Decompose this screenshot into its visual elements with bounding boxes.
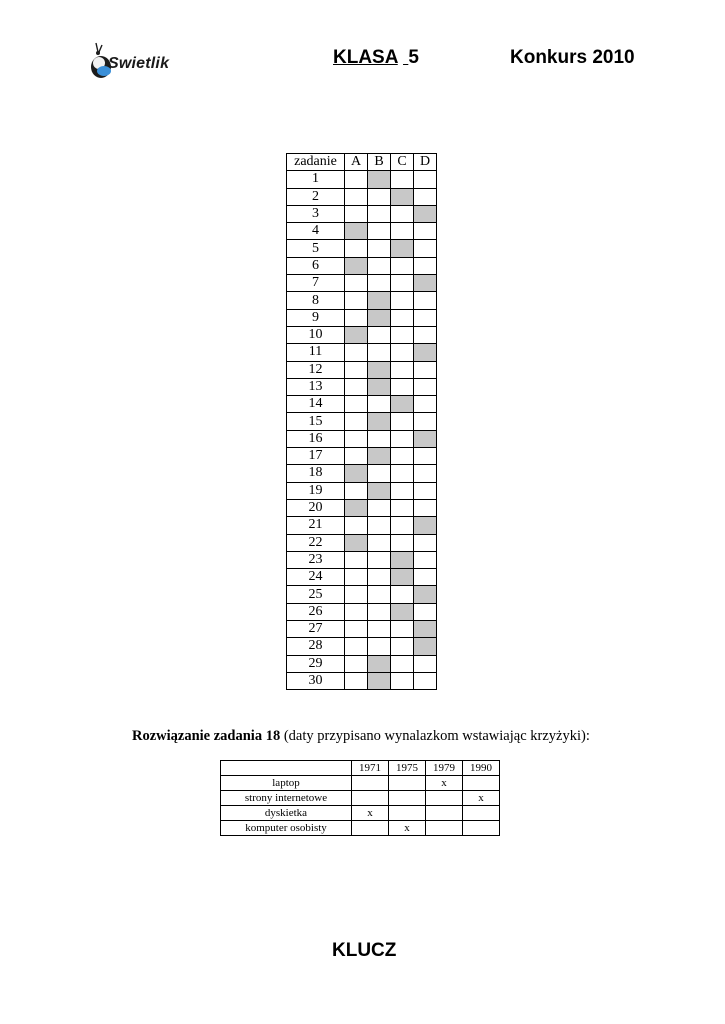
answer-cell-c (391, 292, 414, 309)
years-table-body (221, 776, 500, 836)
invention-label: dyskietka (221, 806, 352, 821)
answer-cell-a (345, 326, 368, 343)
years-row (221, 806, 500, 821)
answer-cell-a (345, 344, 368, 361)
years-header-1971: 1971 (352, 761, 389, 776)
answer-cell-b (368, 326, 391, 343)
answer-cell-b (368, 378, 391, 395)
answer-cell-a (345, 361, 368, 378)
answer-cell-a (345, 621, 368, 638)
answer-cell-d (414, 292, 437, 309)
answer-cell-c (391, 188, 414, 205)
answer-cell-d (414, 378, 437, 395)
answer-cell-c (391, 551, 414, 568)
answer-cell-c (391, 586, 414, 603)
year-mark-cell (426, 806, 463, 821)
answer-cell-c (391, 482, 414, 499)
year-mark-cell (426, 821, 463, 836)
task-number: 21 (287, 517, 345, 534)
answer-cell-d (414, 326, 437, 343)
answer-cell-b (368, 603, 391, 620)
answer-cell-a (345, 482, 368, 499)
task-number: 2 (287, 188, 345, 205)
answer-row (287, 275, 437, 292)
answer-cell-b (368, 396, 391, 413)
answer-cell-d (414, 309, 437, 326)
task-number: 28 (287, 638, 345, 655)
answer-cell-d (414, 586, 437, 603)
answer-cell-b (368, 465, 391, 482)
class-heading (333, 47, 419, 69)
answer-cell-a (345, 551, 368, 568)
answer-cell-a (345, 638, 368, 655)
answer-cell-c (391, 655, 414, 672)
years-row (221, 821, 500, 836)
answer-cell-b (368, 569, 391, 586)
answer-cell-a (345, 586, 368, 603)
answer-cell-c (391, 275, 414, 292)
column-header-a: A (345, 154, 368, 171)
answer-row (287, 361, 437, 378)
answer-row (287, 430, 437, 447)
answer-cell-d (414, 188, 437, 205)
answer-cell-d (414, 621, 437, 638)
answer-cell-a (345, 517, 368, 534)
answer-cell-d (414, 448, 437, 465)
task-number: 14 (287, 396, 345, 413)
answer-cell-a (345, 534, 368, 551)
task-number: 26 (287, 603, 345, 620)
answer-row (287, 534, 437, 551)
answer-cell-c (391, 378, 414, 395)
answer-cell-a (345, 448, 368, 465)
task-number: 7 (287, 275, 345, 292)
answer-row (287, 517, 437, 534)
contest-heading: Konkurs 2010 (510, 47, 635, 68)
answer-cell-d (414, 361, 437, 378)
task-number: 6 (287, 257, 345, 274)
task-number: 13 (287, 378, 345, 395)
answer-row (287, 465, 437, 482)
answer-cell-b (368, 257, 391, 274)
column-header-d: D (414, 154, 437, 171)
answer-row (287, 621, 437, 638)
task-number: 4 (287, 223, 345, 240)
year-mark-cell (389, 806, 426, 821)
invention-label: laptop (221, 776, 352, 791)
answer-row (287, 603, 437, 620)
answer-cell-a (345, 499, 368, 516)
answer-cell-c (391, 638, 414, 655)
year-mark-cell (352, 821, 389, 836)
answer-row (287, 448, 437, 465)
answer-cell-a (345, 378, 368, 395)
task-number: 11 (287, 344, 345, 361)
answer-cell-a (345, 413, 368, 430)
answer-row (287, 586, 437, 603)
answer-cell-d (414, 569, 437, 586)
answer-cell-c (391, 499, 414, 516)
logo-text: Swietlik (108, 55, 170, 72)
answer-cell-d (414, 257, 437, 274)
answer-cell-c (391, 344, 414, 361)
answer-cell-b (368, 448, 391, 465)
years-header-1990: 1990 (463, 761, 500, 776)
answer-cell-c (391, 448, 414, 465)
answer-cell-d (414, 344, 437, 361)
answer-cell-a (345, 655, 368, 672)
answer-cell-a (345, 292, 368, 309)
task-number: 19 (287, 482, 345, 499)
task-number: 9 (287, 309, 345, 326)
answer-cell-a (345, 223, 368, 240)
task-18-note-text: (daty przypisano wynalazkom wstawiając krzyżyki): (280, 728, 590, 744)
answer-cell-c (391, 621, 414, 638)
answer-cell-d (414, 638, 437, 655)
answer-row (287, 655, 437, 672)
class-number: 5 (408, 47, 419, 68)
answer-cell-a (345, 275, 368, 292)
answer-row (287, 257, 437, 274)
task-number: 16 (287, 430, 345, 447)
year-mark-cell: x (389, 821, 426, 836)
answer-cell-b (368, 309, 391, 326)
column-header-task: zadanie (287, 154, 345, 171)
task-number: 12 (287, 361, 345, 378)
answer-cell-b (368, 171, 391, 188)
task-number: 10 (287, 326, 345, 343)
answer-cell-b (368, 361, 391, 378)
answer-cell-a (345, 205, 368, 222)
answer-row (287, 396, 437, 413)
answer-row (287, 326, 437, 343)
task-number: 29 (287, 655, 345, 672)
year-mark-cell (463, 776, 500, 791)
column-header-b: B (368, 154, 391, 171)
answer-cell-b (368, 205, 391, 222)
answer-row (287, 292, 437, 309)
task-number: 3 (287, 205, 345, 222)
answer-cell-a (345, 396, 368, 413)
year-mark-cell (426, 791, 463, 806)
task-number: 8 (287, 292, 345, 309)
years-header-1979: 1979 (426, 761, 463, 776)
answer-row (287, 569, 437, 586)
answer-cell-a (345, 672, 368, 689)
answer-cell-c (391, 205, 414, 222)
answer-cell-d (414, 275, 437, 292)
answer-key-table (286, 153, 437, 690)
year-mark-cell (463, 806, 500, 821)
answer-row (287, 205, 437, 222)
answer-row (287, 551, 437, 568)
answer-cell-d (414, 465, 437, 482)
answer-row (287, 309, 437, 326)
class-label: KLASA (333, 47, 398, 68)
answer-row (287, 171, 437, 188)
answer-cell-a (345, 171, 368, 188)
answer-row (287, 240, 437, 257)
answer-cell-c (391, 396, 414, 413)
answer-cell-a (345, 430, 368, 447)
answer-cell-b (368, 517, 391, 534)
answer-cell-c (391, 413, 414, 430)
answer-cell-b (368, 482, 391, 499)
answer-cell-d (414, 672, 437, 689)
answer-cell-c (391, 517, 414, 534)
years-table-header-row (221, 761, 500, 776)
answer-table-body (287, 171, 437, 690)
answer-cell-b (368, 292, 391, 309)
answer-cell-d (414, 223, 437, 240)
years-row (221, 776, 500, 791)
task-number: 23 (287, 551, 345, 568)
task-number: 22 (287, 534, 345, 551)
answer-row (287, 672, 437, 689)
task-number: 25 (287, 586, 345, 603)
invention-label: komputer osobisty (221, 821, 352, 836)
answer-row (287, 223, 437, 240)
inventions-years-table (220, 760, 500, 836)
answer-cell-b (368, 499, 391, 516)
answer-cell-c (391, 603, 414, 620)
answer-row (287, 413, 437, 430)
year-mark-cell (352, 776, 389, 791)
answer-cell-b (368, 638, 391, 655)
answer-cell-c (391, 223, 414, 240)
answer-cell-d (414, 205, 437, 222)
answer-cell-c (391, 672, 414, 689)
answer-cell-a (345, 188, 368, 205)
answer-cell-d (414, 603, 437, 620)
task-18-note-title: Rozwiązanie zadania 18 (132, 728, 281, 744)
answer-cell-b (368, 655, 391, 672)
answer-cell-d (414, 430, 437, 447)
answer-cell-d (414, 517, 437, 534)
answer-cell-b (368, 672, 391, 689)
answer-cell-c (391, 361, 414, 378)
years-header-1975: 1975 (389, 761, 426, 776)
answer-cell-d (414, 655, 437, 672)
answer-cell-c (391, 326, 414, 343)
year-mark-cell: x (463, 791, 500, 806)
task-number: 30 (287, 672, 345, 689)
answer-cell-b (368, 551, 391, 568)
year-mark-cell (352, 791, 389, 806)
answer-cell-c (391, 465, 414, 482)
answer-cell-b (368, 188, 391, 205)
answer-cell-d (414, 413, 437, 430)
year-mark-cell (389, 791, 426, 806)
task-number: 27 (287, 621, 345, 638)
task-number: 5 (287, 240, 345, 257)
task-number: 1 (287, 171, 345, 188)
task-18-note (132, 728, 590, 745)
answer-cell-b (368, 240, 391, 257)
answer-key-label: KLUCZ (332, 940, 397, 961)
task-number: 18 (287, 465, 345, 482)
answer-row (287, 188, 437, 205)
answer-cell-d (414, 240, 437, 257)
answer-cell-d (414, 171, 437, 188)
swietlik-logo (86, 40, 170, 84)
year-mark-cell (389, 776, 426, 791)
answer-cell-b (368, 275, 391, 292)
column-header-c: C (391, 154, 414, 171)
answer-cell-b (368, 344, 391, 361)
answer-cell-d (414, 551, 437, 568)
answer-cell-c (391, 257, 414, 274)
answer-cell-b (368, 586, 391, 603)
year-mark-cell: x (352, 806, 389, 821)
years-header-blank (221, 761, 352, 776)
answer-cell-b (368, 223, 391, 240)
answer-table-header-row (287, 154, 437, 171)
answer-cell-b (368, 621, 391, 638)
answer-cell-b (368, 413, 391, 430)
answer-cell-d (414, 534, 437, 551)
answer-cell-a (345, 569, 368, 586)
answer-row (287, 482, 437, 499)
answer-cell-d (414, 499, 437, 516)
answer-row (287, 344, 437, 361)
invention-label: strony internetowe (221, 791, 352, 806)
task-number: 20 (287, 499, 345, 516)
answer-cell-c (391, 569, 414, 586)
answer-cell-c (391, 309, 414, 326)
answer-cell-a (345, 309, 368, 326)
years-row (221, 791, 500, 806)
year-mark-cell: x (426, 776, 463, 791)
answer-cell-d (414, 482, 437, 499)
answer-cell-c (391, 240, 414, 257)
answer-row (287, 378, 437, 395)
answer-cell-c (391, 171, 414, 188)
task-number: 17 (287, 448, 345, 465)
answer-cell-a (345, 240, 368, 257)
year-mark-cell (463, 821, 500, 836)
answer-cell-c (391, 430, 414, 447)
answer-cell-a (345, 603, 368, 620)
answer-cell-d (414, 396, 437, 413)
task-number: 24 (287, 569, 345, 586)
task-number: 15 (287, 413, 345, 430)
answer-row (287, 638, 437, 655)
answer-row (287, 499, 437, 516)
answer-cell-a (345, 257, 368, 274)
answer-cell-c (391, 534, 414, 551)
answer-cell-b (368, 430, 391, 447)
answer-cell-a (345, 465, 368, 482)
answer-cell-b (368, 534, 391, 551)
